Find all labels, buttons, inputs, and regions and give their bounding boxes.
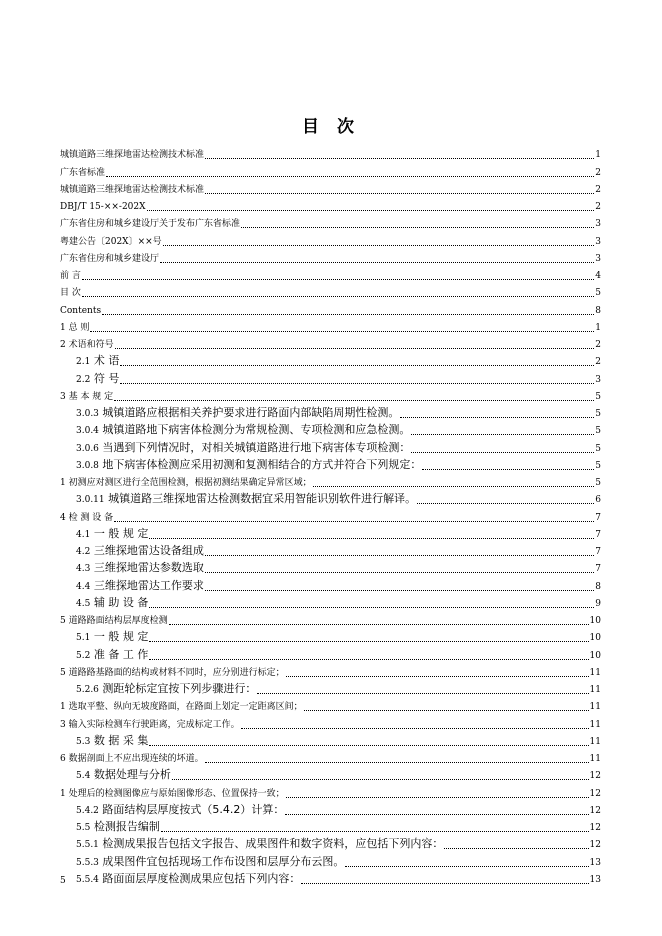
toc-dot-leader <box>149 658 588 660</box>
toc-entry-number: 5.4.2 <box>76 805 99 816</box>
toc-dot-leader <box>120 382 594 384</box>
toc-entry[interactable] <box>60 801 601 818</box>
toc-entry-label <box>76 648 148 663</box>
toc-entry-label <box>76 596 148 611</box>
toc-page-number: 6 <box>595 495 601 506</box>
toc-entry-number: 5.4 <box>76 771 91 782</box>
toc-entry-number: 4.4 <box>76 581 91 592</box>
toc-page-number: 10 <box>589 616 601 626</box>
toc-dot-leader <box>169 623 589 625</box>
toc-page-number: 3 <box>595 374 601 385</box>
toc-entry[interactable] <box>60 611 601 628</box>
toc-entry-number: 4.3 <box>76 564 91 575</box>
toc-dot-leader <box>205 192 594 194</box>
toc-page-number: 11 <box>589 685 601 695</box>
toc-entry-text: 检测成果报告包括文字报告、成果图件和数字资料，应包括下列内容： <box>102 837 444 851</box>
toc-dot-leader <box>147 209 595 211</box>
toc-page-number: 5 <box>595 288 601 299</box>
toc-entry-text: 数据处理与分析 <box>93 768 171 782</box>
toc-entry-label: 4 检 测 设 备 <box>60 512 114 523</box>
toc-entry-text: 路面结构层厚度按式（5.4.2）计算： <box>102 802 285 816</box>
toc-entry-label: 城镇道路三维探地雷达检测技术标准 <box>60 150 205 161</box>
toc-entry-number: 5.2.6 <box>76 685 99 695</box>
toc-page-number: 7 <box>595 547 601 557</box>
toc-entry-label: 3 基 本 规 定 <box>60 391 114 402</box>
toc-entry[interactable] <box>60 835 601 852</box>
toc-entry-text: 术 语 <box>93 354 120 368</box>
toc-entry-label <box>76 354 119 369</box>
toc-dot-leader <box>417 502 594 504</box>
page-title: 目 次 <box>302 117 360 137</box>
toc-dot-leader <box>160 261 594 263</box>
toc-entry-text: 测距轮标定宜按下列步骤进行： <box>102 682 257 695</box>
toc-entry-label: 3 输入实际检测车行驶距离，完成标定工作。 <box>60 719 240 730</box>
toc-entry[interactable] <box>60 283 601 300</box>
toc-dot-leader <box>345 865 588 867</box>
toc-entry-label <box>76 458 421 473</box>
toc-page-number: 5 <box>595 478 601 488</box>
toc-entry[interactable] <box>60 300 601 317</box>
toc-entry[interactable] <box>60 214 601 231</box>
toc-entry-label <box>76 527 148 542</box>
toc-dot-leader <box>422 468 594 470</box>
toc-entry-number: 5.2 <box>76 650 91 661</box>
toc-entry-number: 3.0.3 <box>76 409 99 419</box>
toc-dot-leader <box>205 571 594 573</box>
toc-entry[interactable] <box>60 766 601 783</box>
toc-page-number: 11 <box>589 754 601 764</box>
toc-page-number: 7 <box>595 512 601 523</box>
toc-entry-label <box>76 372 119 387</box>
toc-entry-number: 5.5 <box>76 823 91 833</box>
toc-page-number: 10 <box>589 650 601 661</box>
toc-entry-number: 4.1 <box>76 529 91 540</box>
toc-entry-text: 当遇到下列情况时，对相关城镇道路进行地下病害体专项检测： <box>102 440 411 454</box>
toc-page-number: 2 <box>595 202 601 212</box>
toc-dot-leader <box>205 589 594 591</box>
toc-entry-number: 5.5.3 <box>76 857 99 868</box>
toc-dot-leader <box>400 416 594 418</box>
toc-page-number: 3 <box>595 236 601 247</box>
toc-page-number: 2 <box>595 357 601 368</box>
toc-entry-number: 3.0.6 <box>76 443 99 454</box>
toc-entry-text: 三维探地雷达参数选取 <box>93 561 204 575</box>
toc-entry-number: 2.2 <box>76 374 91 385</box>
toc-entry-label: DBJ/T 15-××-202X <box>60 202 146 212</box>
toc-entry-text: 城镇道路应根据相关养护要求进行路面内部缺陷周期性检测。 <box>102 406 400 419</box>
toc-entry[interactable] <box>60 231 601 248</box>
toc-page-number: 5 <box>595 426 601 437</box>
toc-entry-number: 3.0.11 <box>76 495 105 506</box>
toc-entry-number: 5.1 <box>76 633 91 644</box>
toc-entry-text: 路面面层厚度检测成果应包括下列内容： <box>102 871 301 885</box>
toc-dot-leader <box>149 606 594 608</box>
toc-entry[interactable] <box>60 404 601 421</box>
toc-entry[interactable] <box>60 594 601 611</box>
toc-entry-text: 城镇道路三维探地雷达检测数据宜采用智能识别软件进行解译。 <box>108 492 417 506</box>
toc-entry-label <box>76 820 160 835</box>
toc-entry[interactable] <box>60 507 601 524</box>
toc-entry[interactable] <box>60 352 601 369</box>
toc-page-number: 11 <box>589 702 601 713</box>
toc-page-number: 1 <box>595 150 601 161</box>
toc-entry-text: 数 据 采 集 <box>93 733 149 747</box>
toc-entry[interactable] <box>60 387 601 404</box>
toc-dot-leader <box>205 157 594 159</box>
toc-entry[interactable] <box>60 145 601 162</box>
toc-dot-leader <box>285 813 588 815</box>
toc-page-number: 11 <box>589 736 601 747</box>
toc-entry-number: 5.3 <box>76 736 91 747</box>
toc-page-number: 10 <box>589 633 601 644</box>
toc-entry-label: 1 选取平整、纵向无坡度路面，在路面上划定一定距离区间； <box>60 702 303 713</box>
toc-entry-label <box>76 803 284 818</box>
toc-entry[interactable] <box>60 663 601 680</box>
toc-dot-leader <box>411 433 594 435</box>
toc-page-number: 5 <box>595 409 601 419</box>
toc-page-number: 12 <box>589 840 601 851</box>
toc-entry-label <box>76 579 204 594</box>
toc-entry-text: 成果图件宜包括现场工作布设图和层厚分布云图。 <box>102 854 345 868</box>
toc-entry[interactable] <box>60 559 601 576</box>
toc-entry-text: 符 号 <box>93 371 120 385</box>
toc-dot-leader <box>161 830 589 832</box>
toc-entry-label <box>76 630 148 645</box>
toc-entry[interactable] <box>60 438 601 455</box>
toc-page-number: 8 <box>595 305 601 316</box>
toc-entry[interactable] <box>60 456 601 473</box>
toc-entry-number: 2.1 <box>76 357 91 368</box>
toc-dot-leader <box>301 882 588 884</box>
toc-entry[interactable] <box>60 714 601 731</box>
toc-entry-text: 检测报告编制 <box>93 820 160 833</box>
toc-dot-leader <box>286 675 589 677</box>
toc-entry-text: 地下病害体检测应采用初测和复测相结合的方式并符合下列规定： <box>102 457 422 471</box>
toc-entry[interactable] <box>60 870 601 887</box>
toc-entry[interactable] <box>60 162 601 179</box>
toc-entry[interactable] <box>60 628 601 645</box>
toc-dot-leader <box>205 554 594 556</box>
toc-entry-label: 广东省标准 <box>60 167 106 178</box>
toc-entry[interactable] <box>60 266 601 283</box>
toc-entry-label: 广东省住房和城乡建设厅 <box>60 253 160 264</box>
toc-entry-text: 准 备 工 作 <box>93 647 149 661</box>
toc-entry[interactable] <box>60 783 601 800</box>
toc-entry-label: 1 初测应对测区进行全范围检测，根据初测结果确定异常区域； <box>60 478 312 488</box>
toc-dot-leader <box>304 709 589 711</box>
toc-entry-text: 三维探地雷达设备组成 <box>93 544 204 557</box>
toc-entry[interactable] <box>60 369 601 386</box>
toc-dot-leader <box>114 399 594 401</box>
toc-entry[interactable] <box>60 749 601 766</box>
toc-entry[interactable] <box>60 249 601 266</box>
toc-page-number: 5 <box>595 443 601 454</box>
toc-page-number: 1 <box>595 322 601 333</box>
toc-entry-label: 广东省住房和城乡建设厅关于发布广东省标准 <box>60 219 241 230</box>
toc-entry-label: Contents <box>60 305 102 316</box>
toc-entry[interactable] <box>60 180 601 197</box>
toc-page-number: 11 <box>589 667 601 678</box>
toc-page-number: 9 <box>595 598 601 609</box>
toc-page-number: 5 <box>595 460 601 471</box>
toc-page-number: 11 <box>589 719 601 730</box>
toc-page-number: 12 <box>589 823 601 833</box>
toc-dot-leader <box>163 244 595 246</box>
toc-dot-leader <box>106 175 594 177</box>
toc-page-number: 13 <box>589 874 601 885</box>
toc-entry[interactable] <box>60 318 601 335</box>
toc-dot-leader <box>82 295 594 297</box>
toc-entry-label <box>76 441 410 456</box>
toc-entry-label <box>76 492 416 507</box>
toc-entry[interactable] <box>60 680 601 697</box>
toc-entry-number: 4.2 <box>76 547 91 557</box>
toc-page-number: 7 <box>595 529 601 540</box>
toc-page-number: 12 <box>589 771 601 782</box>
toc-page-number: 8 <box>595 581 601 592</box>
toc-dot-leader <box>286 796 589 798</box>
toc-entry[interactable] <box>60 697 601 714</box>
toc-entry[interactable] <box>60 490 601 507</box>
toc-entry[interactable] <box>60 852 601 869</box>
toc-dot-leader <box>90 330 594 332</box>
toc-entry[interactable] <box>60 818 601 835</box>
toc-dot-leader <box>241 727 589 729</box>
toc-dot-leader <box>241 226 594 228</box>
toc-entry-label: 目 次 <box>60 288 81 299</box>
toc-entry[interactable] <box>60 542 601 559</box>
toc-entry-number: 3.0.8 <box>76 460 99 471</box>
toc-dot-leader <box>82 278 594 280</box>
toc-entry-label <box>76 682 256 697</box>
table-of-contents <box>60 145 601 887</box>
toc-entry-label: 2 术语和符号 <box>60 340 114 350</box>
toc-entry-label: 5 道路路基路面的结构或材料不同时，应分别进行标定； <box>60 667 285 678</box>
toc-entry-label <box>76 544 204 559</box>
toc-entry-number: 3.0.4 <box>76 426 99 437</box>
toc-page-number: 5 <box>595 391 601 402</box>
toc-dot-leader <box>102 313 594 315</box>
toc-entry[interactable] <box>60 645 601 662</box>
toc-entry-number: 5.5.1 <box>76 840 99 851</box>
toc-dot-leader <box>149 640 588 642</box>
toc-page-number: 2 <box>595 184 601 195</box>
toc-entry-label <box>76 837 443 852</box>
toc-entry-text: 城镇道路地下病害体检测分为常规检测、专项检测和应急检测。 <box>102 423 411 437</box>
footer-page-number: 5 <box>60 876 66 886</box>
toc-entry-text: 一 般 规 定 <box>93 526 149 540</box>
toc-dot-leader <box>313 485 595 487</box>
toc-dot-leader <box>411 451 594 453</box>
toc-entry[interactable] <box>60 197 601 214</box>
toc-entry[interactable] <box>60 732 601 749</box>
toc-page-number: 2 <box>595 340 601 350</box>
toc-page-number: 13 <box>589 857 601 868</box>
toc-entry-label <box>76 561 204 576</box>
toc-entry-number: 5.5.4 <box>76 874 99 885</box>
toc-dot-leader <box>115 347 595 349</box>
toc-entry-text: 辅 助 设 备 <box>93 595 149 609</box>
toc-dot-leader <box>149 537 594 539</box>
toc-page-number: 3 <box>595 253 601 264</box>
toc-page-number: 12 <box>589 805 601 816</box>
toc-dot-leader <box>149 744 588 746</box>
toc-entry-label: 城镇道路三维探地雷达检测技术标准 <box>60 184 205 195</box>
toc-page-number: 12 <box>589 788 601 799</box>
toc-entry-label <box>76 423 410 438</box>
toc-dot-leader <box>444 847 588 849</box>
toc-entry-label: 粤建公告〔202X〕××号 <box>60 236 162 247</box>
toc-entry[interactable] <box>60 576 601 593</box>
toc-dot-leader <box>205 761 589 763</box>
toc-entry-label: 1 总 则 <box>60 322 90 333</box>
toc-entry-number: 4.5 <box>76 598 91 609</box>
toc-entry-label <box>76 406 399 421</box>
toc-entry-label: 5 道路路面结构层厚度检测 <box>60 616 168 626</box>
toc-entry[interactable] <box>60 335 601 352</box>
toc-entry-label: 1 处理后的检测图像应与原始图像形态、位置保持一致； <box>60 788 285 799</box>
toc-entry-label: 前 言 <box>60 271 81 281</box>
toc-page-number: 3 <box>595 219 601 230</box>
toc-dot-leader <box>172 778 589 780</box>
toc-entry-label <box>76 855 344 870</box>
toc-entry-text: 一 般 规 定 <box>93 630 149 644</box>
toc-entry-label: 6 数据剖面上不应出现连续的坏道。 <box>60 754 204 764</box>
toc-dot-leader <box>120 364 594 366</box>
toc-page-number: 2 <box>595 167 601 178</box>
toc-entry-label <box>76 768 171 783</box>
toc-entry[interactable] <box>60 473 601 490</box>
toc-entry[interactable] <box>60 421 601 438</box>
toc-dot-leader <box>257 692 588 694</box>
toc-page-number: 4 <box>595 271 601 281</box>
toc-entry[interactable] <box>60 525 601 542</box>
toc-entry-label <box>76 734 148 749</box>
toc-page-number: 7 <box>595 564 601 575</box>
toc-dot-leader <box>114 520 594 522</box>
toc-entry-label <box>76 872 300 887</box>
toc-entry-text: 三维探地雷达工作要求 <box>93 578 204 592</box>
